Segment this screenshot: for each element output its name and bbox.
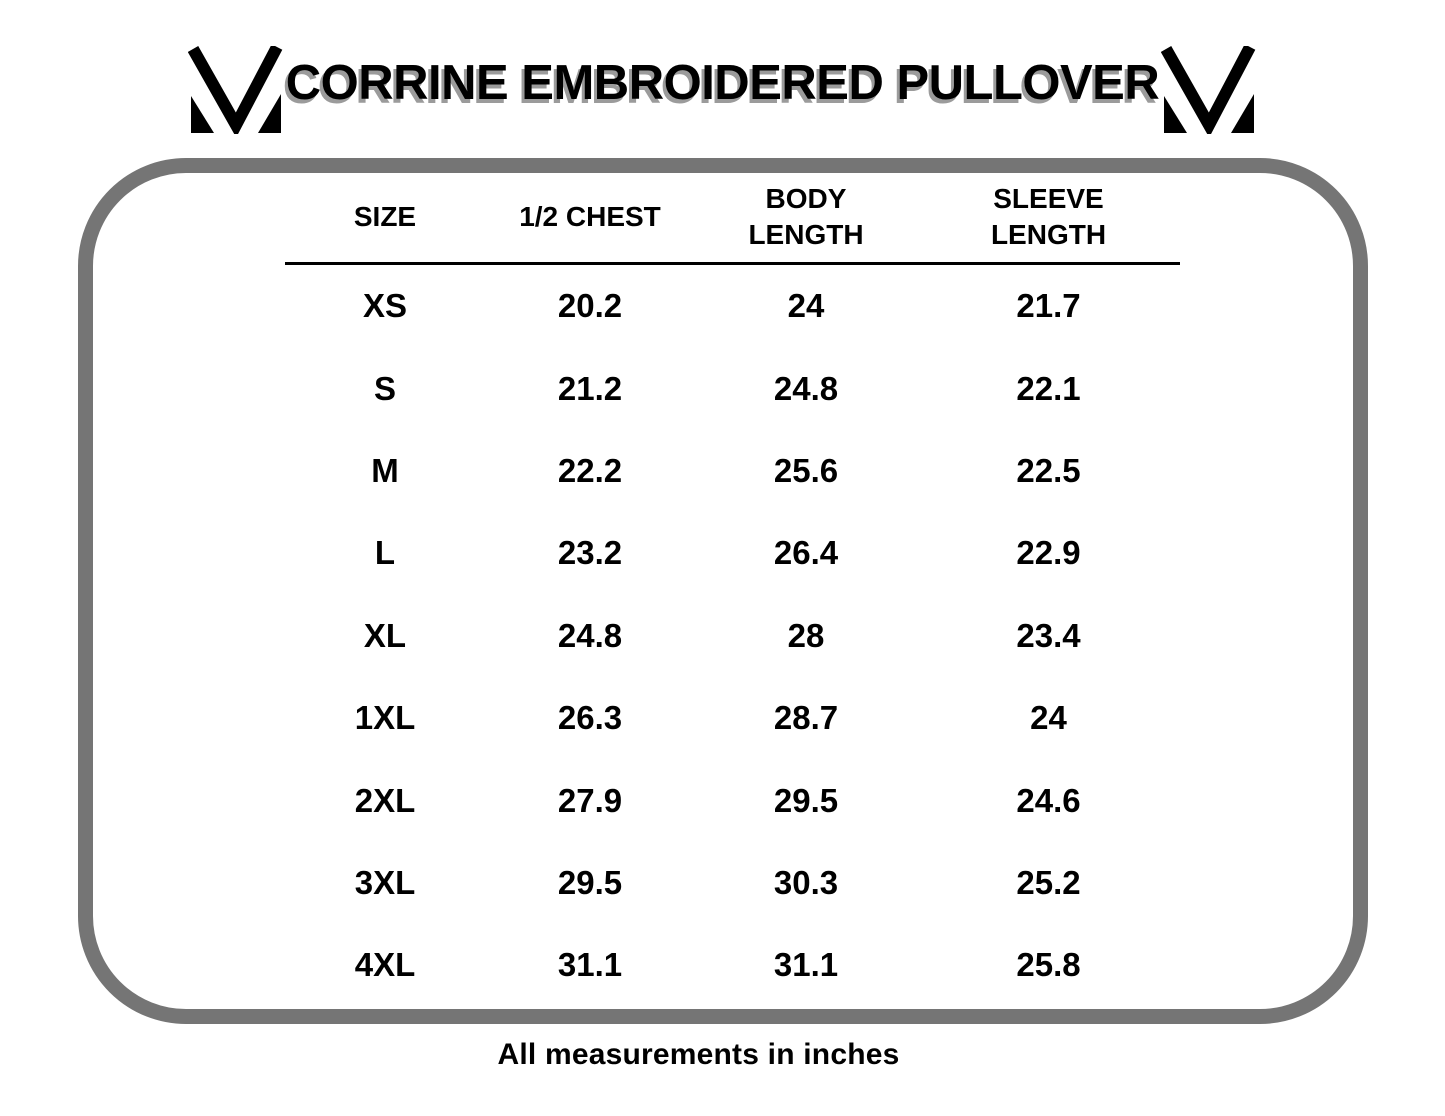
measurement-value: 20.2 — [557, 287, 623, 325]
table-row — [285, 677, 1180, 759]
column-header-size: SIZE — [353, 200, 417, 232]
size-label: 3XL — [354, 863, 416, 901]
masthead — [0, 20, 1445, 145]
measurement-value: 21.7 — [1016, 287, 1081, 325]
size-table — [285, 172, 1180, 1007]
measurement-value: 22.1 — [1016, 369, 1081, 407]
column-header-sleeve-length: SLEEVE LENGTH — [990, 182, 1107, 250]
measurement-value: 26.3 — [557, 699, 623, 737]
measurement-value: 25.2 — [1016, 863, 1081, 901]
m-monogram-icon — [1161, 46, 1257, 134]
column-header-body-length: BODY LENGTH — [748, 182, 864, 250]
measurement-value: 24.8 — [557, 616, 623, 654]
table-row — [285, 924, 1180, 1006]
measurement-value: 24.6 — [1016, 781, 1081, 819]
measurement-value: 27.9 — [557, 781, 623, 819]
m-monogram-icon — [188, 46, 284, 134]
measurement-value: 25.6 — [773, 451, 839, 489]
measurement-value: 29.5 — [773, 781, 839, 819]
measurement-value: 26.4 — [773, 534, 839, 572]
measurement-value: 31.1 — [773, 946, 839, 984]
brand-logo-right — [1161, 39, 1257, 127]
measurement-value: 23.4 — [1016, 616, 1081, 654]
measurement-value: 24.8 — [773, 369, 839, 407]
size-label: L — [374, 534, 396, 572]
page-title: CORRINE EMBROIDERED PULLOVER — [285, 55, 1160, 110]
table-row — [285, 430, 1180, 512]
size-label: 1XL — [354, 699, 416, 737]
measurement-value: 22.5 — [1016, 451, 1081, 489]
measurement-value: 22.9 — [1016, 534, 1081, 572]
measurement-value: 31.1 — [557, 946, 623, 984]
measurement-value: 25.8 — [1016, 946, 1081, 984]
size-label: 2XL — [354, 781, 416, 819]
measurement-value: 30.3 — [773, 863, 839, 901]
brand-logo-left — [188, 39, 284, 127]
table-row — [285, 842, 1180, 924]
table-row — [285, 759, 1180, 841]
measurement-value: 29.5 — [557, 863, 623, 901]
measurement-value: 24 — [1030, 699, 1067, 737]
measurement-value: 28.7 — [773, 699, 839, 737]
table-header-row — [285, 172, 1180, 265]
size-label: S — [373, 369, 396, 407]
measurement-value: 23.2 — [557, 534, 623, 572]
measurement-value: 24 — [787, 287, 825, 325]
measurement-value: 21.2 — [557, 369, 623, 407]
table-row — [285, 595, 1180, 677]
size-label: XL — [363, 616, 407, 654]
size-label: M — [371, 451, 399, 489]
size-table-body — [285, 265, 1180, 1007]
size-label: 4XL — [354, 946, 416, 984]
size-label: XS — [362, 287, 408, 325]
table-row — [285, 512, 1180, 594]
measurements-note: All measurements in inches — [497, 1038, 900, 1071]
table-row — [285, 347, 1180, 429]
measurement-value: 28 — [787, 616, 825, 654]
column-header-half-chest: 1/2 CHEST — [519, 200, 661, 232]
table-row — [285, 265, 1180, 347]
measurement-value: 22.2 — [557, 451, 623, 489]
